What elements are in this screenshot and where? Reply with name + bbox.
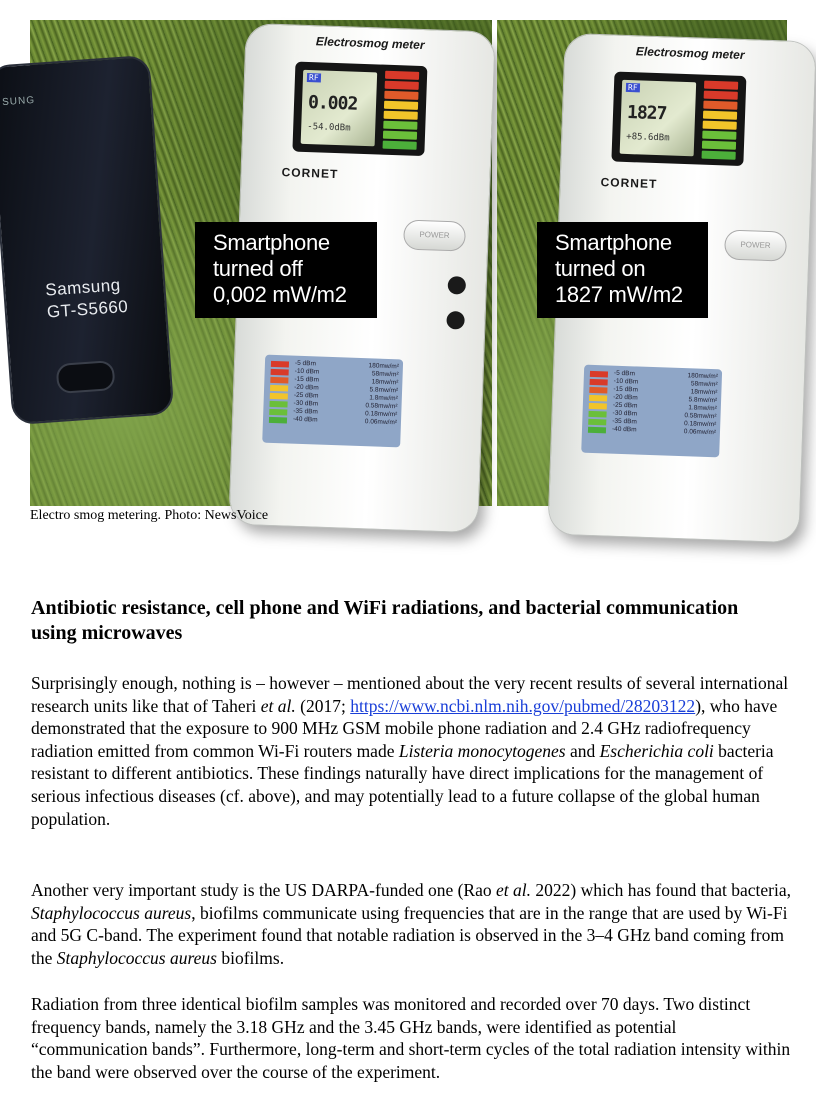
- meter-display: [611, 72, 746, 167]
- scale-color-swatch: [269, 401, 287, 408]
- led-indicator: [702, 151, 736, 160]
- meter-button: [446, 311, 465, 330]
- led-indicator: [383, 121, 417, 130]
- scale-mw: 18mw/m²: [690, 388, 718, 397]
- scale-dbm: -30 dBm: [612, 409, 638, 418]
- scale-dbm: -30 dBm: [293, 399, 319, 408]
- lcd-reading: 0.002: [307, 92, 358, 115]
- meter-scale-label: [581, 365, 722, 458]
- scale-bars: [269, 361, 289, 426]
- paragraph-2: Another very important study is the US DARPA-funded one (Rao et al. 2022) which has found that bacteria, Staphylococcus aureus, biofilms communicate using frequencies that are in the range that are used by Wi-Fi and 5G C-band. The experiment found that notable radiation is observed in the 3–4 GHz band coming from the Staphylococcus aureus biofilms.: [31, 880, 791, 968]
- led-indicator: [704, 91, 738, 100]
- scale-dbm: -10 dBm: [613, 377, 639, 386]
- scale-mw: 58mw/m²: [371, 370, 399, 379]
- scale-mw: 0.06mw/m²: [364, 418, 398, 427]
- led-indicator: [385, 81, 419, 90]
- scale-dbm: -40 dBm: [611, 425, 637, 434]
- scale-color-swatch: [588, 427, 606, 434]
- scale-color-swatch: [269, 417, 287, 424]
- article-heading: Antibiotic resistance, cell phone and WiFi radiations, and bacterial communication using microwaves: [31, 597, 739, 644]
- caption-phone-off: Smartphone turned off 0,002 mW/m2: [195, 222, 377, 318]
- scale-mw: 180mw/m²: [368, 362, 400, 371]
- lcd-dbm: +85.6dBm: [626, 131, 670, 144]
- paragraph-1: Surprisingly enough, nothing is – however – mentioned about the very recent results of several international research units like that of Taheri et al. (2017; https://www.ncbi.nlm.nih.gov/pubmed/28203122), who have demonstrated that the exposure to 900 MHz GSM mobile phone radiation and 2.4 GHz radiofrequency radiation emitted from common Wi-Fi routers made Listeria monocytogenes and Escherichia coli bacteria resistant to different antibiotics. These findings naturally have direct implications for the management of serious infectious diseases (cf. above), and may potentially lead to a future collapse of the global human population.: [31, 673, 789, 829]
- scale-dbm: -5 dBm: [294, 359, 317, 368]
- led-bar: [382, 71, 419, 152]
- scale-mw: 5.8mw/m²: [369, 386, 399, 395]
- pubmed-link[interactable]: https://www.ncbi.nlm.nih.gov/pubmed/28203122: [350, 695, 696, 716]
- scale-dbm: -35 dBm: [293, 407, 318, 416]
- scale-dbm: -15 dBm: [294, 375, 320, 384]
- meter-brand: CORNET: [281, 165, 339, 182]
- scale-mw: 1.8mw/m²: [369, 394, 398, 403]
- scale-mw: 0.58mw/m²: [684, 412, 717, 421]
- scale-color-swatch: [588, 419, 606, 426]
- lcd-dbm: -54.0dBm: [307, 121, 351, 134]
- led-indicator: [383, 131, 417, 140]
- scale-color-swatch: [589, 395, 607, 402]
- meter-title: Electrosmog meter: [635, 44, 745, 63]
- scale-mw: 0.06mw/m²: [683, 428, 717, 437]
- scale-color-swatch: [270, 393, 288, 400]
- scale-color-swatch: [271, 369, 289, 376]
- scale-mw: 58mw/m²: [690, 380, 718, 389]
- meter-brand: CORNET: [600, 175, 658, 192]
- photo-caption: Electro smog metering. Photo: NewsVoice: [30, 508, 269, 523]
- paragraph-3: Radiation from three identical biofilm samples was monitored and recorded over 70 days. Two distinct frequency bands, namely the 3.18 GHz and the 3.45 GHz bands, were identified as potential “communication bands”. Furthermore, long-term and short-term cycles of the total radiation intensity within the band were observed over the course of the experiment.: [31, 994, 791, 1082]
- scale-mw: 5.8mw/m²: [688, 396, 718, 405]
- lcd-header: RF: [308, 73, 319, 83]
- led-indicator: [385, 71, 419, 80]
- led-indicator: [704, 81, 738, 90]
- led-indicator: [384, 91, 418, 100]
- led-indicator: [703, 101, 737, 110]
- power-button: POWER: [403, 219, 466, 251]
- scale-bars: [588, 371, 608, 436]
- led-bar: [701, 81, 738, 162]
- led-indicator: [384, 101, 418, 110]
- photo-phone-on: [497, 20, 787, 506]
- scale-color-swatch: [588, 411, 606, 418]
- meter-scale-label: [262, 355, 403, 448]
- scale-dbm: -20 dBm: [294, 383, 319, 392]
- phone-brand-text: SUNG: [1, 94, 36, 109]
- phone-model-label: Samsung GT-S5660: [44, 275, 129, 322]
- caption-phone-on: Smartphone turned on 1827 mW/m2: [537, 222, 708, 318]
- scale-mw: 180mw/m²: [687, 372, 719, 381]
- scale-mw: 0.18mw/m²: [683, 420, 717, 429]
- scale-color-swatch: [269, 409, 287, 416]
- scale-dbm: -15 dBm: [613, 385, 639, 394]
- scale-dbm: -10 dBm: [294, 367, 320, 376]
- scale-dbm: -40 dBm: [292, 415, 318, 424]
- scale-mw: 0.18mw/m²: [364, 410, 398, 419]
- scale-dbm: -35 dBm: [612, 417, 637, 426]
- led-indicator: [703, 111, 737, 120]
- phone-home-button: [56, 360, 116, 394]
- scale-color-swatch: [270, 377, 288, 384]
- article-photo: [1, 20, 787, 506]
- meter-display: [292, 62, 427, 157]
- scale-color-swatch: [589, 387, 607, 394]
- power-button: POWER: [724, 229, 787, 261]
- lcd-reading: 1827: [626, 101, 667, 125]
- scale-color-swatch: [270, 385, 288, 392]
- scale-dbm: -20 dBm: [613, 393, 638, 402]
- scale-color-swatch: [590, 371, 608, 378]
- scale-color-swatch: [590, 379, 608, 386]
- scale-mw: 1.8mw/m²: [688, 404, 717, 413]
- scale-color-swatch: [589, 403, 607, 410]
- scale-color-swatch: [271, 361, 289, 368]
- scale-mw: 18mw/m²: [371, 378, 399, 387]
- led-indicator: [703, 121, 737, 130]
- scale-dbm: -5 dBm: [613, 369, 636, 378]
- smartphone: [0, 55, 174, 425]
- lcd-header: RF: [627, 82, 638, 93]
- photo-phone-off: [1, 20, 492, 506]
- scale-dbm: -25 dBm: [612, 401, 638, 410]
- scale-dbm: -25 dBm: [293, 391, 319, 400]
- scale-mw: 0.58mw/m²: [365, 402, 398, 411]
- led-indicator: [384, 111, 418, 120]
- led-indicator: [702, 131, 736, 140]
- led-indicator: [383, 141, 417, 150]
- meter-title: Electrosmog meter: [315, 34, 425, 53]
- meter-button: [447, 276, 466, 295]
- led-indicator: [702, 141, 736, 150]
